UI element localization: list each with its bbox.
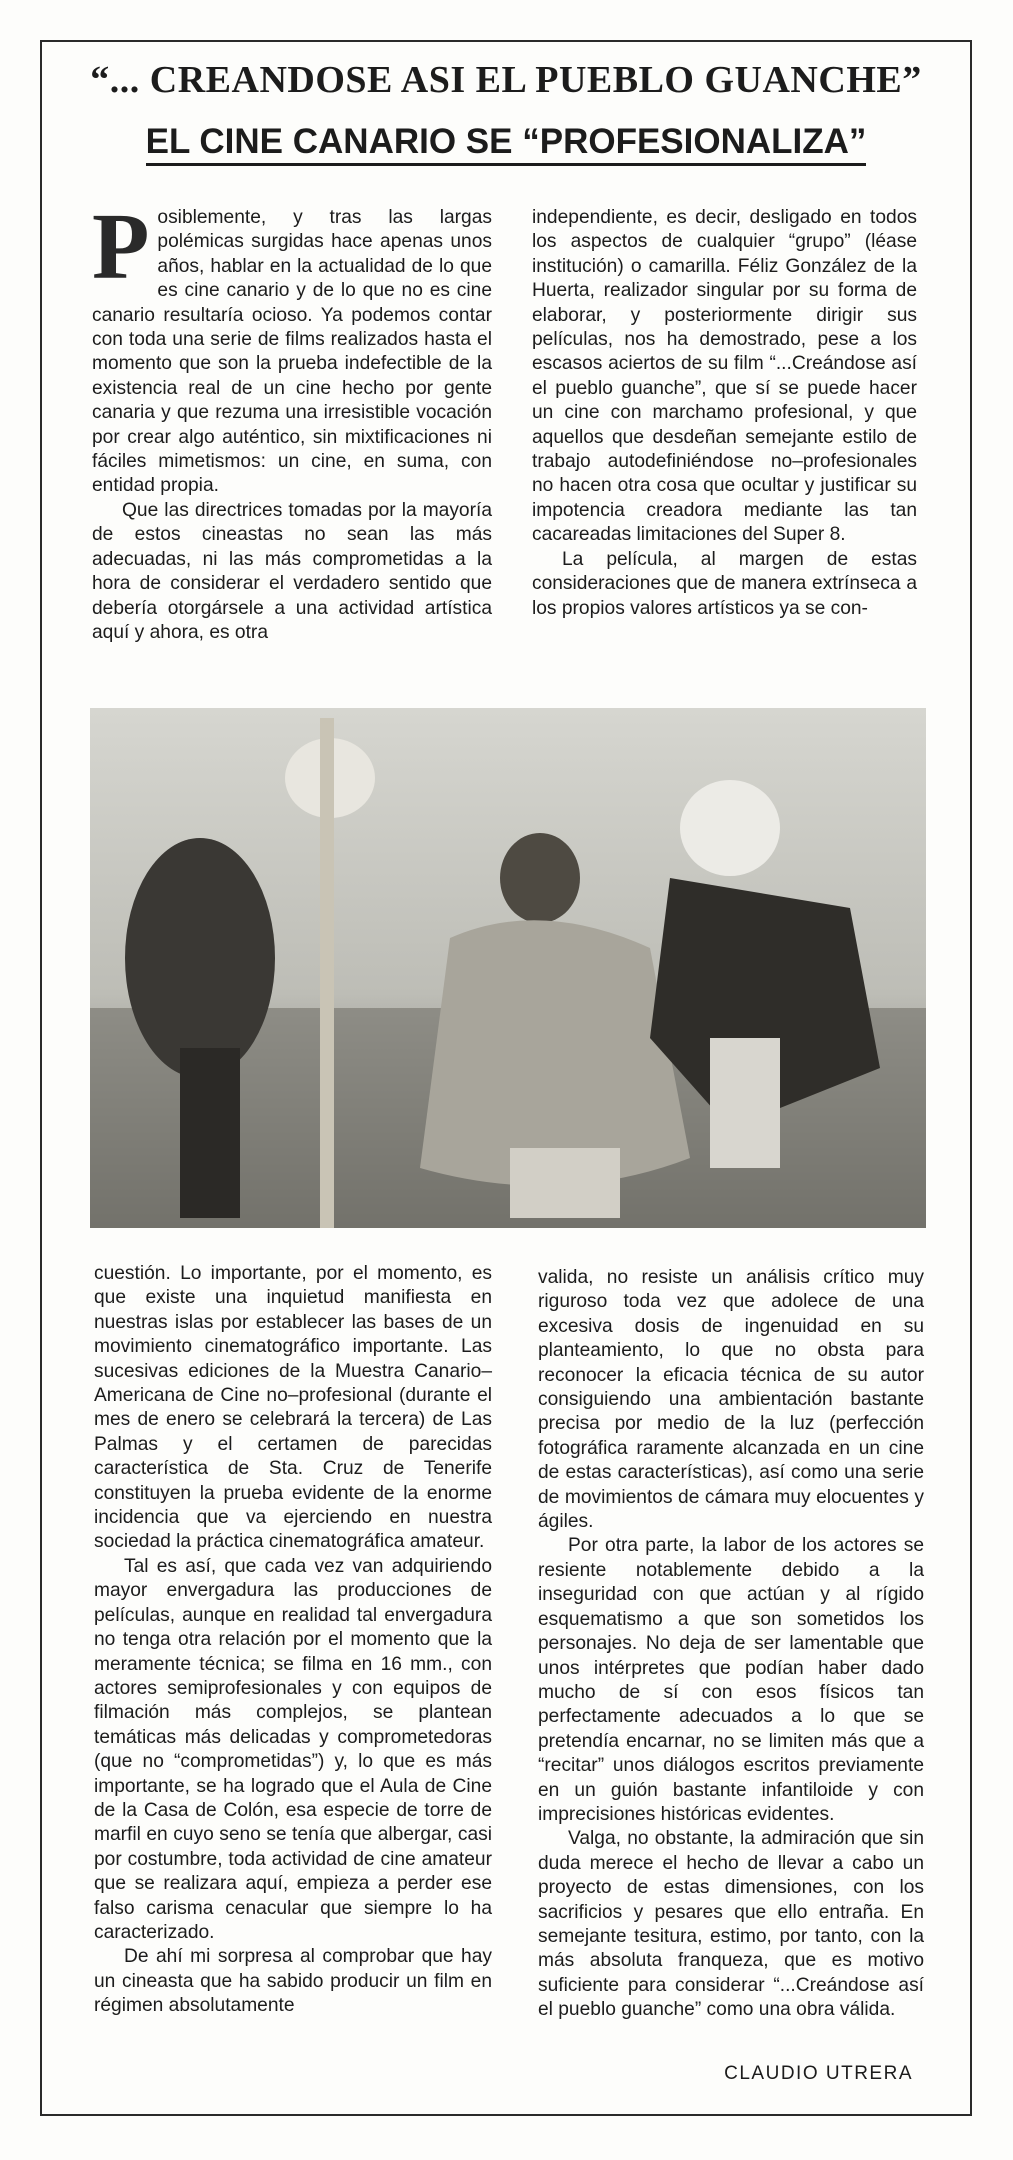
article-kicker: “... CREANDOSE ASI EL PUEBLO GUANCHE” <box>90 59 922 101</box>
paragraph: Tal es así, que cada vez van adquiriendo mayor envergadura las producciones de películas, aunque en realidad tal envergadura no tenga otra relación por el momento que la meramente técnica; se filma en 16 mm., con actores semiprofesionales y con equipos de filmación más complejos, se plantean temáticas más delicadas y comprometedoras (que no “comprometidas”) y, lo que es más importante, se ha logrado que el Aula de Cine de la Casa de Colón, esa especie de torre de marfil en cuyo seno se tenía que albergar, casi por costumbre, toda actividad de cine amateur que se realizara aquí, empieza a perder ese falso carisma cenacular que siempre lo ha caracterizado. <box>94 1555 492 1943</box>
text-column-2 <box>532 206 917 621</box>
text-column-4 <box>538 1266 924 2023</box>
paragraph: valida, no resiste un análisis crítico muy riguroso toda vez que adolece de una excesiva dosis de ingenuidad en su planteamiento, lo que no obsta para reconocer la eficacia técnica de su autor consiguiendo una ambientación bastante precisa por medio de la luz (perfección fotográfica raramente alcanzada en un cine de estas características), así como una serie de movimientos de cámara muy elocuentes y ágiles. <box>538 1267 924 1533</box>
drop-cap: P <box>92 195 150 299</box>
headline-text: EL CINE CANARIO SE “PROFESIONALIZA” <box>146 122 867 166</box>
photo-illustration <box>90 708 926 1228</box>
author-byline: CLAUDIO UTRERA <box>724 2063 913 2084</box>
article-headline <box>50 122 962 162</box>
paragraph: Que las directrices tomadas por la mayoría de estos cineastas no sean las más adecuadas, ni las más comprometidas a la hora de considerar el verdadero sentido que debería otorgársele a una actividad artística aquí y ahora, es otra <box>92 499 492 643</box>
paragraph: cuestión. Lo importante, por el momento, es que existe una inquietud manifiesta en nuestras islas por establecer las bases de un movimiento cinematográfico importante. Las sucesivas ediciones de la Muestra Canario–Americana de Cine no–profesional (durante el mes de enero se celebrará la tercera) de Las Palmas y el certamen de parecidas característica de Sta. Cruz de Tenerife constituyen la prueba evidente de la enorme incidencia que va ejerciendo en nuestra sociedad la práctica cinematográfica amateur. <box>94 1263 492 1553</box>
paragraph: Por otra parte, la labor de los actores se resiente notablemente debido a la inseguridad con que actúan y al rígido esquematismo a que son sometidos los personajes. No deja de ser lamentable que unos intérpretes que podían haber dado mucho de sí con esos físicos tan perfectamente adecuados a lo que se pretendía encarnar, no se limiten más que a “recitar” unos diálogos escritos previamente en un guión bastante infantiloide y con imprecisiones históricas evidentes. <box>538 1535 924 1825</box>
paragraph: independiente, es decir, desligado en todos los aspectos de cualquier “grupo” (léase institución) o camarilla. Féliz González de la Huerta, realizador singular por su forma de elaborar, y posteriormente dirigir sus películas, nos ha demostrado, pese a los escasos aciertos de su film “...Creándose así el pueblo guanche”, que sí se puede hacer un cine con marchamo profesional, y que aquellos que desdeñan semejante estilo de trabajo autodefiniéndose no–profesionales no hacen otra cosa que ocultar y justificar su impotencia creadora mediante las tan cacareadas limitaciones del Super 8. <box>532 207 917 546</box>
paragraph: La película, al margen de estas consideraciones que de manera extrínseca a los propios valores artísticos ya se con- <box>532 548 917 619</box>
paragraph: De ahí mi sorpresa al comprobar que hay un cineasta que ha sabido producir un film en régimen absolutamente <box>94 1946 492 2017</box>
text-column-1 <box>92 195 492 645</box>
paragraph: Valga, no obstante, la admiración que sin duda merece el hecho de llevar a cabo un proyecto de estas dimensiones, con los sacrificios y pesares que ello entraña. En semejante tesitura, estimo, por tanto, con la más absoluta franqueza, que es motivo suficiente para considerar “...Creándose así el pueblo guanche” como una obra válida. <box>538 1828 924 2021</box>
film-still-photo <box>90 708 926 1228</box>
text-column-3 <box>94 1262 492 2019</box>
paragraph <box>92 195 492 499</box>
paragraph-text: osiblemente, y tras las largas polémicas surgidas hace apenas unos años, hablar en la actualidad de lo que es cine canario y de lo que no es cine canario resultaría ocioso. Ya podemos contar con toda una serie de films realizados hasta el momento que son la prueba indefectible de la existencia real de un cine hecho por gente canaria y que rezuma una irresistible vocación por crear algo auténtico, sin mixtificaciones ni fáciles mimetismos: un cine, en suma, con entidad propia. <box>92 207 492 497</box>
